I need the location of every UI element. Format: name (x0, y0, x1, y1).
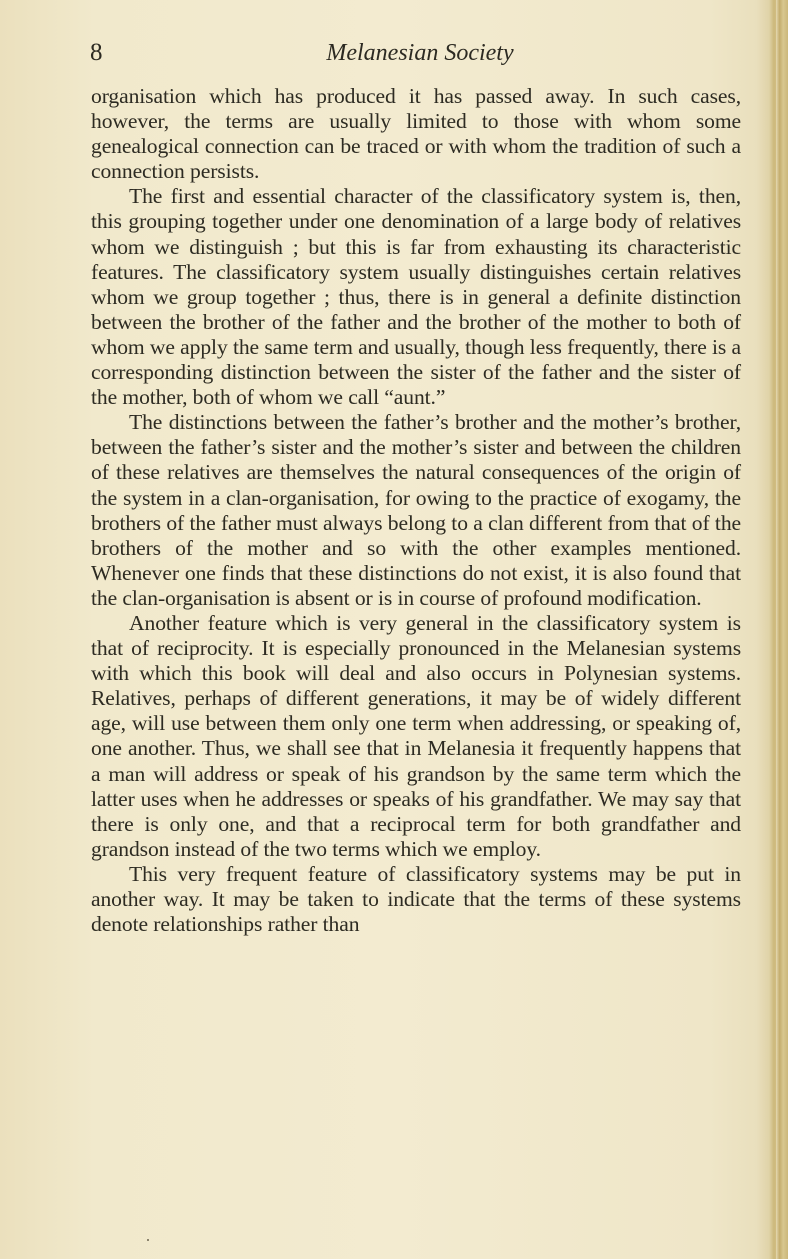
paragraph-1: organisation which has produced it has passed away. In such cases, however, the terms are usually limited to those with whom some genealogical connection can be traced or with whom the tradition of such a connection persists. (91, 84, 741, 184)
paragraph-4: Another feature which is very general in the classificatory system is that of reciprocity. It is especially pronounced in the Melanesian systems with which this book will deal and also occurs in Polynesian systems. Relatives, perhaps of different generations, it may be of widely different age, will use between them only one term when addressing, or speaking of, one another. Thus, we shall see that in Melanesia it frequently happens that a man will address or speak of his grandson by the same term which the latter uses when he addresses or speaks of his grandfather. We may say that there is only one, and that a reciprocal term for both grandfather and grandson instead of the two terms which we employ. (91, 610, 741, 861)
running-title: Melanesian Society (326, 40, 514, 66)
paragraph-3: The distinctions between the father’s brother and the mother’s brother, between the father’s sister and the mother’s sister and between the children of these relatives are themselves the natural consequences of the origin of the system in a clan-organisation, for owing to the practice of exogamy, the brothers of the father must always belong to a clan different from that of the brothers of the mother and so with the other examples mentioned. Whenever one finds that these distinctions do not exist, it is also found that the clan-organisation is absent or is in course of profound modification. (91, 410, 741, 610)
page-header (90, 38, 742, 68)
paper-speck (147, 1239, 149, 1241)
body-text (91, 84, 741, 937)
paragraph-2: The first and essential character of the classificatory system is, then, this grouping together under one denomination of a large body of relatives whom we distinguish ; but this is far from exhausting its characteristic features. The classificatory system usually distinguishes certain relatives whom we group together ; thus, there is in general a definite distinction between the brother of the father and the brother of the mother to both of whom we apply the same term and usually, though less frequently, there is a corresponding distinction between the sister of the father and the sister of the mother, both of whom we call “aunt.” (91, 184, 741, 410)
paragraph-5: This very frequent feature of classificatory systems may be put in another way. It may be taken to indicate that the terms of these systems denote relationships rather than (91, 861, 741, 937)
page-number: 8 (90, 39, 103, 66)
page-spine-edge (776, 0, 788, 1259)
